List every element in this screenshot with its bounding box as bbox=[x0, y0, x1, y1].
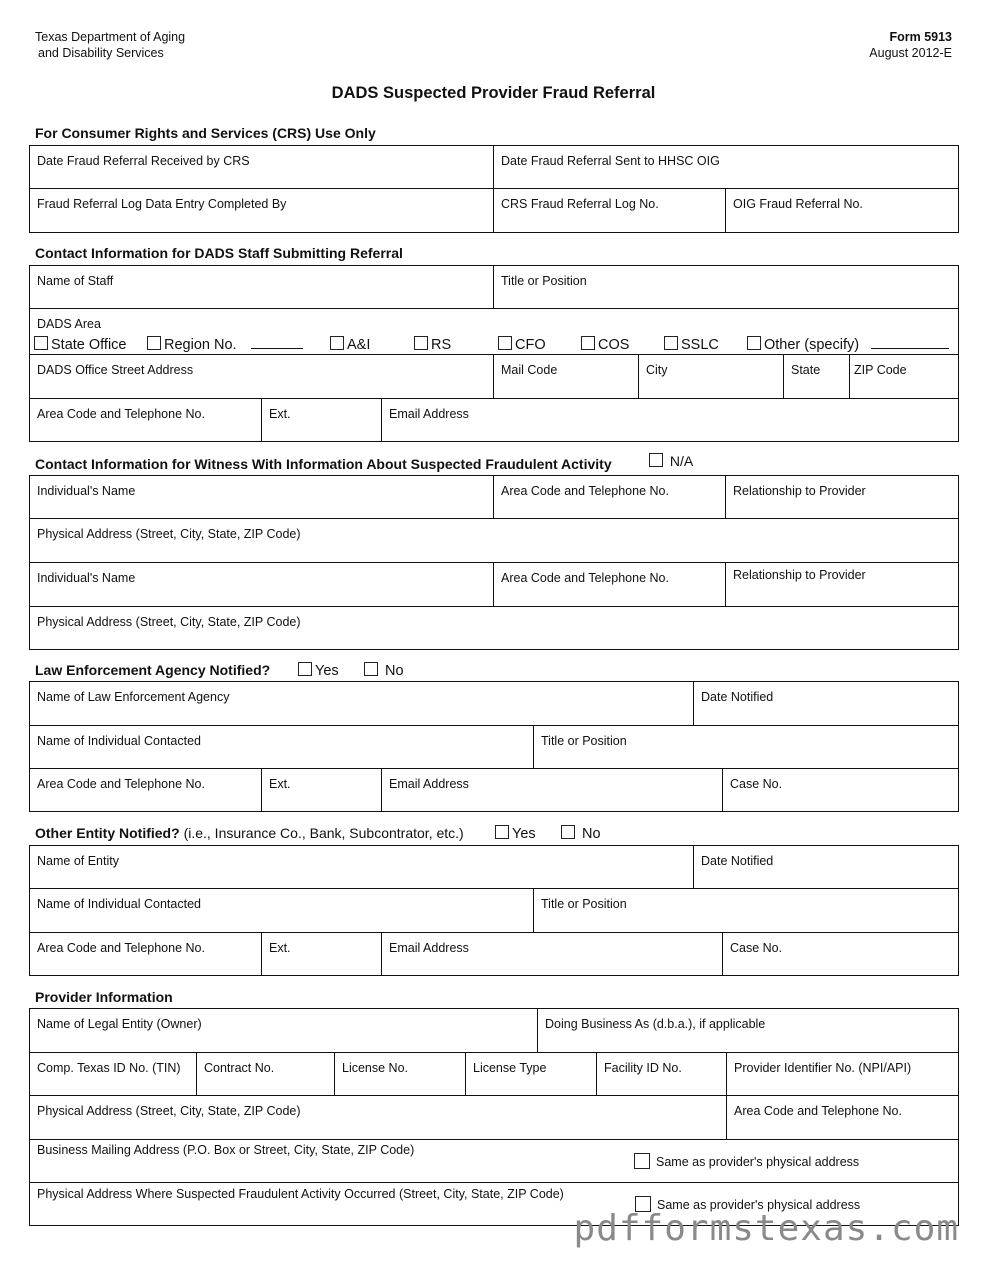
entity-case-field[interactable] bbox=[723, 933, 958, 975]
law-table bbox=[29, 681, 959, 812]
option-label: Yes bbox=[512, 826, 536, 842]
crs-table bbox=[29, 145, 959, 233]
option-label: RS bbox=[431, 337, 452, 353]
checkbox-icon[interactable] bbox=[561, 825, 575, 839]
contract-field[interactable] bbox=[197, 1053, 335, 1096]
mail-code-field[interactable] bbox=[494, 355, 639, 399]
field-label: Doing Business As (d.b.a.), if applicable bbox=[545, 1017, 766, 1031]
field-label: Date Fraud Referral Sent to HHSC OIG bbox=[501, 154, 720, 168]
field-label: Comp. Texas ID No. (TIN) bbox=[37, 1061, 181, 1075]
law-yes-checkbox[interactable] bbox=[298, 662, 339, 679]
field-label: License No. bbox=[342, 1061, 409, 1075]
witness-na-checkbox[interactable] bbox=[649, 453, 693, 469]
field-label: ZIP Code bbox=[854, 363, 907, 377]
field-label: Mail Code bbox=[501, 363, 558, 377]
field-label: Relationship to Provider bbox=[733, 484, 866, 498]
field-label: Title or Position bbox=[501, 274, 587, 288]
law-heading: Law Enforcement Agency Notified? bbox=[35, 662, 271, 678]
entity-phone-field[interactable] bbox=[30, 933, 262, 975]
log-entry-field[interactable] bbox=[30, 189, 494, 232]
area-cfo[interactable] bbox=[498, 336, 546, 353]
region-no-blank[interactable] bbox=[251, 339, 303, 349]
staff-ext-field[interactable] bbox=[262, 399, 382, 441]
staff-table bbox=[29, 265, 959, 442]
facility-id-field[interactable] bbox=[597, 1053, 727, 1096]
crs-heading: For Consumer Rights and Services (CRS) Use Only bbox=[35, 125, 376, 141]
field-label: Name of Individual Contacted bbox=[37, 734, 201, 748]
staff-name-field[interactable] bbox=[30, 266, 494, 309]
field-label: Physical Address (Street, City, State, ZIP Code) bbox=[37, 615, 301, 629]
option-label: SSLC bbox=[681, 337, 719, 353]
witness2-phone-field[interactable] bbox=[494, 563, 726, 607]
entity-date-field[interactable] bbox=[694, 846, 958, 889]
checkbox-icon[interactable] bbox=[495, 825, 509, 839]
area-cos[interactable] bbox=[581, 336, 629, 353]
entity-name-field[interactable] bbox=[30, 846, 694, 889]
dads-area-row bbox=[30, 309, 958, 355]
area-other[interactable] bbox=[747, 336, 949, 353]
other-specify-blank[interactable] bbox=[871, 339, 949, 349]
checkbox-icon[interactable] bbox=[330, 336, 344, 350]
law-date-field[interactable] bbox=[694, 682, 958, 726]
license-field[interactable] bbox=[335, 1053, 466, 1096]
option-label: A&I bbox=[347, 337, 371, 353]
mailing-address-field[interactable] bbox=[30, 1140, 958, 1183]
law-case-field[interactable] bbox=[723, 769, 958, 811]
checkbox-icon[interactable] bbox=[664, 336, 678, 350]
checkbox-icon[interactable] bbox=[34, 336, 48, 350]
checkbox-icon[interactable] bbox=[634, 1153, 650, 1169]
option-label: Yes bbox=[315, 663, 339, 679]
witness2-relationship-field[interactable] bbox=[726, 563, 958, 607]
agency-line-2: and Disability Services bbox=[38, 46, 164, 60]
field-label: Ext. bbox=[269, 407, 291, 421]
state-field[interactable] bbox=[784, 355, 850, 399]
field-label: Relationship to Provider bbox=[733, 568, 866, 582]
form-date: August 2012-E bbox=[869, 46, 952, 60]
staff-title-field[interactable] bbox=[494, 266, 958, 309]
checkbox-icon[interactable] bbox=[298, 662, 312, 676]
provider-table bbox=[29, 1008, 959, 1226]
witness1-relationship-field[interactable] bbox=[726, 476, 958, 519]
entity-title-field[interactable] bbox=[534, 889, 958, 933]
field-label: OIG Fraud Referral No. bbox=[733, 197, 863, 211]
option-label: State Office bbox=[51, 337, 127, 353]
field-label: Physical Address (Street, City, State, ZIP Code) bbox=[37, 527, 301, 541]
option-label: No bbox=[385, 663, 404, 679]
field-label: Individual's Name bbox=[37, 484, 136, 498]
field-label: Case No. bbox=[730, 941, 783, 955]
field-label: Area Code and Telephone No. bbox=[37, 941, 205, 955]
license-type-field[interactable] bbox=[466, 1053, 597, 1096]
checkbox-icon[interactable] bbox=[581, 336, 595, 350]
staff-email-field[interactable] bbox=[382, 399, 958, 441]
provider-address-field[interactable] bbox=[30, 1096, 727, 1140]
witness1-name-field[interactable] bbox=[30, 476, 494, 519]
oig-no-field[interactable] bbox=[726, 189, 958, 232]
witness-table bbox=[29, 475, 959, 650]
field-label: Area Code and Telephone No. bbox=[734, 1104, 902, 1118]
checkbox-icon[interactable] bbox=[747, 336, 761, 350]
field-label: Individual's Name bbox=[37, 571, 136, 585]
field-label: Email Address bbox=[389, 777, 469, 791]
field-label: Area Code and Telephone No. bbox=[501, 571, 669, 585]
crs-log-no-field[interactable] bbox=[494, 189, 726, 232]
form-id bbox=[869, 29, 952, 61]
entity-email-field[interactable] bbox=[382, 933, 723, 975]
law-phone-field[interactable] bbox=[30, 769, 262, 811]
field-label: Name of Individual Contacted bbox=[37, 897, 201, 911]
checkbox-icon[interactable] bbox=[147, 336, 161, 350]
area-region[interactable] bbox=[147, 336, 303, 353]
field-label: Ext. bbox=[269, 941, 291, 955]
field-label: CRS Fraud Referral Log No. bbox=[501, 197, 659, 211]
dba-field[interactable] bbox=[538, 1009, 958, 1053]
law-agency-field[interactable] bbox=[30, 682, 694, 726]
field-label: Ext. bbox=[269, 777, 291, 791]
tin-field[interactable] bbox=[30, 1053, 197, 1096]
area-rs[interactable] bbox=[414, 336, 451, 353]
checkbox-icon[interactable] bbox=[498, 336, 512, 350]
field-label: License Type bbox=[473, 1061, 547, 1075]
staff-heading: Contact Information for DADS Staff Submitting Referral bbox=[35, 245, 403, 261]
area-state-office[interactable] bbox=[34, 336, 127, 353]
area-ai[interactable] bbox=[330, 336, 370, 353]
field-label: Area Code and Telephone No. bbox=[37, 777, 205, 791]
option-label: No bbox=[582, 826, 601, 842]
field-label: DADS Office Street Address bbox=[37, 363, 194, 377]
entity-table bbox=[29, 845, 959, 976]
legal-entity-field[interactable] bbox=[30, 1009, 538, 1053]
entity-heading-text: Other Entity Notified? bbox=[35, 825, 180, 841]
law-ext-field[interactable] bbox=[262, 769, 382, 811]
field-label: Email Address bbox=[389, 941, 469, 955]
witness2-name-field[interactable] bbox=[30, 563, 494, 607]
option-label: CFO bbox=[515, 337, 546, 353]
option-label: Region No. bbox=[164, 337, 237, 353]
field-label: Name of Law Enforcement Agency bbox=[37, 690, 230, 704]
entity-individual-field[interactable] bbox=[30, 889, 534, 933]
field-label: Date Notified bbox=[701, 854, 774, 868]
witness1-phone-field[interactable] bbox=[494, 476, 726, 519]
area-sslc[interactable] bbox=[664, 336, 719, 353]
option-label: Other (specify) bbox=[764, 337, 860, 353]
zip-field[interactable] bbox=[850, 355, 958, 399]
field-label: Date Notified bbox=[701, 690, 774, 704]
field-label: DADS Area bbox=[37, 317, 101, 331]
field-label: Title or Position bbox=[541, 897, 627, 911]
provider-heading: Provider Information bbox=[35, 989, 173, 1005]
checkbox-icon[interactable] bbox=[649, 453, 663, 467]
npi-field[interactable] bbox=[727, 1053, 958, 1096]
entity-yes-checkbox[interactable] bbox=[495, 825, 536, 842]
law-no-checkbox[interactable] bbox=[364, 662, 404, 679]
option-label: Same as provider's physical address bbox=[656, 1155, 860, 1169]
entity-heading-note: (i.e., Insurance Co., Bank, Subcontrator, etc.) bbox=[183, 825, 464, 841]
entity-ext-field[interactable] bbox=[262, 933, 382, 975]
checkbox-icon[interactable] bbox=[414, 336, 428, 350]
law-title-field[interactable] bbox=[534, 726, 958, 769]
field-label: Physical Address (Street, City, State, ZIP Code) bbox=[37, 1104, 301, 1118]
field-label: Facility ID No. bbox=[604, 1061, 682, 1075]
field-label: Name of Staff bbox=[37, 274, 114, 288]
field-label: Title or Position bbox=[541, 734, 627, 748]
agency-name bbox=[35, 29, 185, 61]
witness-heading: Contact Information for Witness With Information About Suspected Fraudulent Activity bbox=[35, 456, 612, 472]
option-label: N/A bbox=[669, 453, 694, 469]
mailing-same-checkbox[interactable] bbox=[634, 1153, 859, 1169]
field-label: Case No. bbox=[730, 777, 783, 791]
form-number: Form 5913 bbox=[889, 30, 952, 44]
field-label: Name of Legal Entity (Owner) bbox=[37, 1017, 202, 1031]
field-label: City bbox=[646, 363, 668, 377]
office-street-field[interactable] bbox=[30, 355, 494, 399]
field-label: Contract No. bbox=[204, 1061, 275, 1075]
staff-phone-field[interactable] bbox=[30, 399, 262, 441]
field-label: Business Mailing Address (P.O. Box or Street, City, State, ZIP Code) bbox=[37, 1143, 415, 1157]
law-email-field[interactable] bbox=[382, 769, 723, 811]
field-label: Provider Identifier No. (NPI/API) bbox=[734, 1061, 912, 1075]
provider-phone-field[interactable] bbox=[727, 1096, 958, 1140]
law-individual-field[interactable] bbox=[30, 726, 534, 769]
witness1-address-field[interactable] bbox=[30, 519, 958, 563]
field-label: Area Code and Telephone No. bbox=[501, 484, 669, 498]
witness2-address-field[interactable] bbox=[30, 607, 958, 649]
field-label: Name of Entity bbox=[37, 854, 119, 868]
field-label: Physical Address Where Suspected Fraudulent Activity Occurred (Street, City, State, ZIP Code) bbox=[37, 1187, 564, 1201]
watermark: pdfformstexas.com bbox=[573, 1208, 959, 1249]
field-label: State bbox=[791, 363, 821, 377]
page-title: DADS Suspected Provider Fraud Referral bbox=[331, 84, 656, 102]
entity-heading bbox=[35, 825, 464, 841]
city-field[interactable] bbox=[639, 355, 784, 399]
entity-no-checkbox[interactable] bbox=[561, 825, 601, 842]
option-label: COS bbox=[598, 337, 630, 353]
date-sent-field[interactable] bbox=[494, 146, 958, 189]
checkbox-icon[interactable] bbox=[364, 662, 378, 676]
field-label: Area Code and Telephone No. bbox=[37, 407, 205, 421]
field-label: Date Fraud Referral Received by CRS bbox=[37, 154, 250, 168]
date-received-field[interactable] bbox=[30, 146, 494, 189]
field-label: Email Address bbox=[389, 407, 469, 421]
agency-line-1: Texas Department of Aging bbox=[35, 30, 186, 44]
field-label: Fraud Referral Log Data Entry Completed By bbox=[37, 197, 287, 211]
option-label: Same as provider's physical address bbox=[657, 1198, 861, 1212]
